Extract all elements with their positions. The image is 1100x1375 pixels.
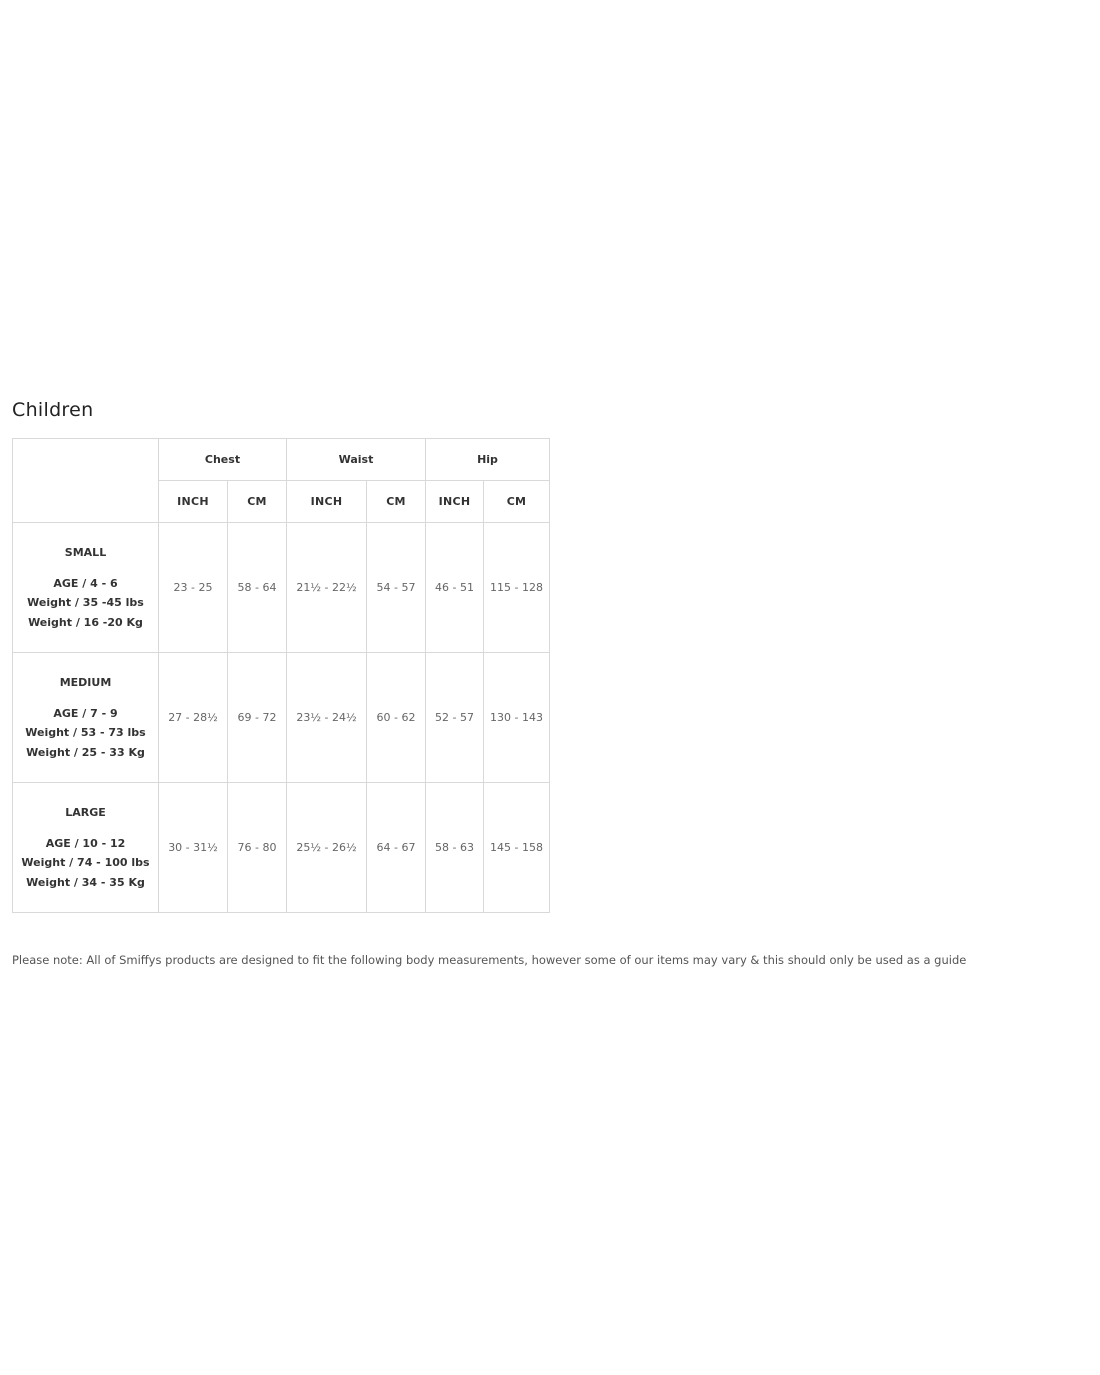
size-label-cell [13, 783, 159, 913]
chest-inch-cell: 23 - 25 [159, 523, 228, 653]
weight-lbs: Weight / 74 - 100 lbs [21, 856, 150, 869]
size-name: SMALL [64, 546, 107, 559]
unit-header: INCH [426, 481, 484, 523]
hip-inch-cell: 58 - 63 [426, 783, 484, 913]
weight-kg: Weight / 34 - 35 Kg [26, 875, 145, 889]
waist-inch-cell: 23½ - 24½ [287, 653, 367, 783]
waist-cm-cell: 64 - 67 [367, 783, 426, 913]
hip-cm-cell: 115 - 128 [484, 523, 550, 653]
chest-inch-cell: 27 - 28½ [159, 653, 228, 783]
age-range: AGE / 4 - 6 [53, 576, 118, 590]
chest-cm-cell: 76 - 80 [228, 783, 287, 913]
waist-inch-cell: 21½ - 22½ [287, 523, 367, 653]
corner-cell [13, 439, 159, 523]
weight-lbs: Weight / 53 - 73 lbs [25, 726, 146, 739]
section-title: Children [12, 399, 94, 421]
hip-cm-cell: 130 - 143 [484, 653, 550, 783]
unit-header: INCH [159, 481, 228, 523]
weight-lbs: Weight / 35 -45 lbs [27, 596, 144, 609]
size-label-cell [13, 653, 159, 783]
table-row [13, 523, 550, 653]
age-range: AGE / 7 - 9 [53, 706, 118, 720]
size-label-cell [13, 523, 159, 653]
age-range: AGE / 10 - 12 [45, 836, 126, 850]
hip-cm-cell: 145 - 158 [484, 783, 550, 913]
chest-inch-cell: 30 - 31½ [159, 783, 228, 913]
weight-kg: Weight / 25 - 33 Kg [26, 745, 145, 759]
hip-inch-cell: 46 - 51 [426, 523, 484, 653]
waist-header: Waist [287, 439, 426, 481]
chest-cm-cell: 69 - 72 [228, 653, 287, 783]
size-name: MEDIUM [59, 676, 112, 689]
chest-cm-cell: 58 - 64 [228, 523, 287, 653]
size-name: LARGE [65, 806, 106, 819]
unit-header: CM [228, 481, 287, 523]
group-header-row [13, 439, 550, 481]
unit-header: CM [484, 481, 550, 523]
table-row [13, 783, 550, 913]
waist-inch-cell: 25½ - 26½ [287, 783, 367, 913]
weight-kg: Weight / 16 -20 Kg [28, 615, 143, 629]
hip-inch-cell: 52 - 57 [426, 653, 484, 783]
unit-header: INCH [287, 481, 367, 523]
disclaimer-note: Please note: All of Smiffys products are designed to fit the following body measurements, however some of our items may vary & this should only be used as a guide [12, 953, 967, 967]
chest-header: Chest [159, 439, 287, 481]
hip-header: Hip [426, 439, 550, 481]
unit-header: CM [367, 481, 426, 523]
waist-cm-cell: 60 - 62 [367, 653, 426, 783]
table-row [13, 653, 550, 783]
size-chart-table [12, 438, 550, 913]
waist-cm-cell: 54 - 57 [367, 523, 426, 653]
